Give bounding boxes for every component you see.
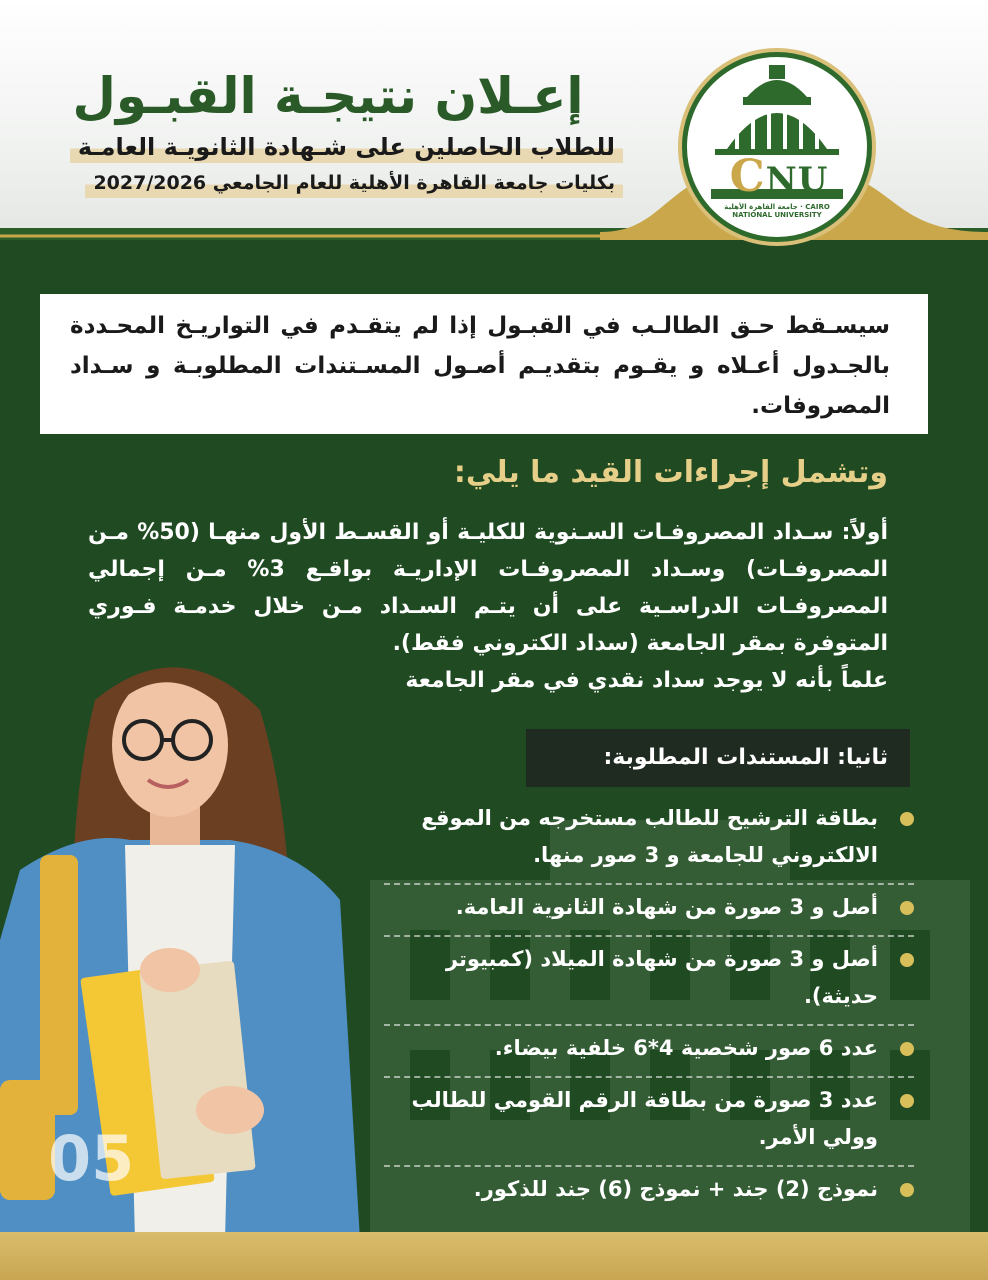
gold-dot-icon (900, 812, 914, 826)
documents-heading: ثانيا: المستندات المطلوبة: (526, 729, 910, 787)
page-number: 05 (48, 1122, 135, 1195)
list-item: عدد 6 صور شخصية 4*6 خلفية بيضاء. (384, 1026, 914, 1078)
list-item: أصل و 3 صورة من شهادة الثانوية العامة. (384, 885, 914, 937)
footer-gold-bar (0, 1232, 988, 1280)
cash-payment-note: علماً بأنه لا يوجد سداد نقدي في مقر الجامعة (405, 668, 888, 693)
university-logo (682, 52, 872, 242)
procedures-heading: وتشمل إجراءات القيد ما يلي: (453, 455, 888, 490)
list-item: نموذج (2) جند + نموذج (6) جند للذكور. (384, 1167, 914, 1217)
logo-caption: جامعة القاهرة الأهلية · CAIRO NATIONAL UNIVERSITY (724, 203, 830, 219)
gold-dot-icon (900, 953, 914, 967)
required-documents-list (384, 796, 914, 1217)
gold-dot-icon (900, 901, 914, 915)
deadline-notice: سيسـقط حـق الطالـب في القبـول إذا لم يتقـدم في التواريـخ المحـددة بالجـدول أعـلاه و يقـوم بتقديـم أصـول المسـتندات المطلوبـة و سـداد المصروفات. (40, 294, 928, 434)
gold-dot-icon (900, 1094, 914, 1108)
subtitle-line-2: بكليات جامعة القاهرة الأهلية للعام الجامعي 2027/2026 (85, 168, 623, 198)
gold-dot-icon (900, 1042, 914, 1056)
gold-dot-icon (900, 1183, 914, 1197)
page-title: إعـلان نتيجـة القبـول (72, 67, 584, 125)
fees-paragraph: أولاً: سـداد المصروفـات السـنوية للكليـة أو القسـط الأول منهـا (50% مـن المصروفـات) وسـداد المصروفـات الإداريـة بواقـع 3% مـن إجمالي المصروفـات الدراسـية على أن يتـم السـداد مـن خلال خدمـة فـوري المتوفرة بمقر الجامعة (سداد الكتروني فقط). (88, 520, 888, 656)
list-item: أصل و 3 صورة من شهادة الميلاد (كمبيوتر حديثة). (384, 937, 914, 1026)
list-item: عدد 3 صورة من بطاقة الرقم القومي للطالب وولي الأمر. (384, 1078, 914, 1167)
list-item: بطاقة الترشيح للطالب مستخرجه من الموقع الالكتروني للجامعة و 3 صور منها. (384, 796, 914, 885)
subtitle-line-1: للطلاب الحاصلين على شـهادة الثانويـة العامـة (70, 131, 623, 163)
logo-wordmark: CNU (729, 151, 829, 202)
